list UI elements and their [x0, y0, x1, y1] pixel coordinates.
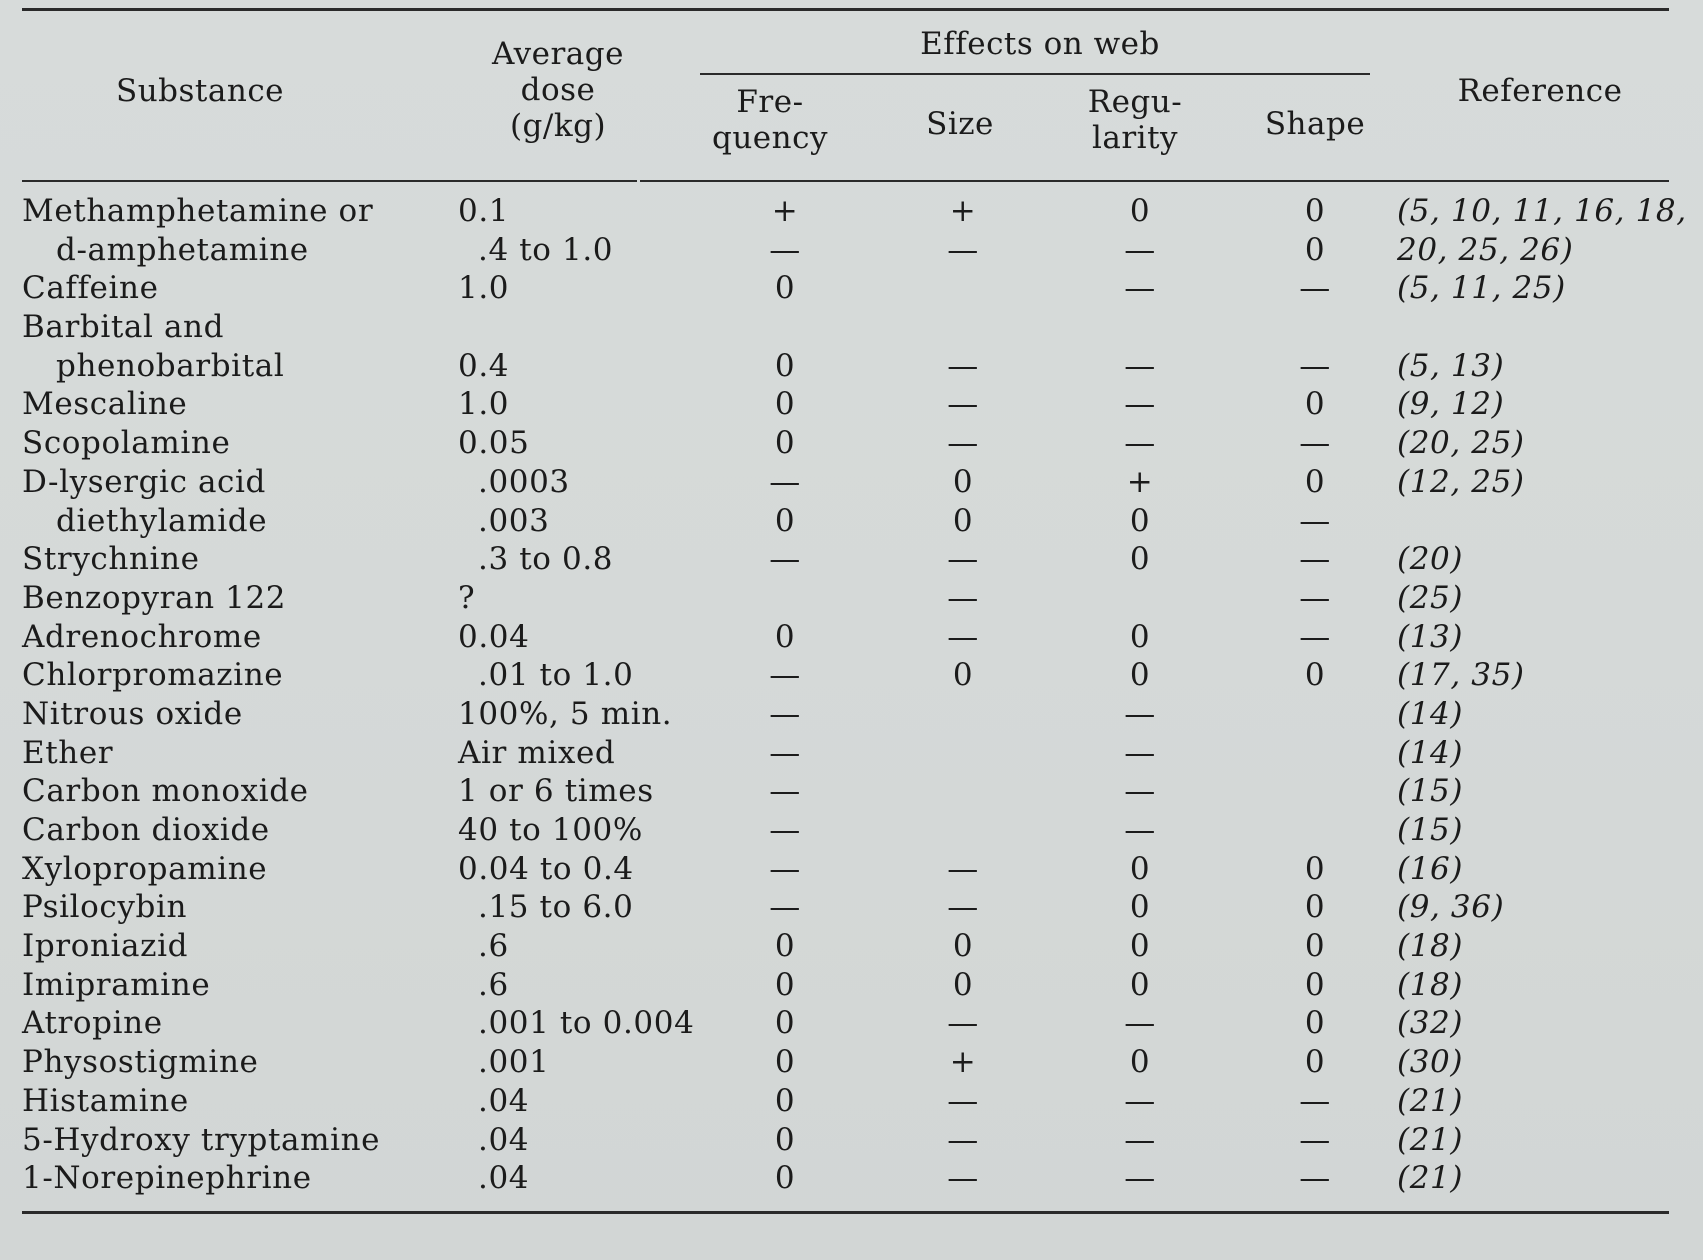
- header-dose-line-1: Average: [492, 36, 624, 72]
- reference-cell: (32): [1397, 1005, 1464, 1042]
- regularity-cell: —: [1124, 773, 1156, 810]
- size-cell: 0: [952, 928, 974, 965]
- header-regularity-line-2: larity: [1091, 120, 1179, 156]
- substance-cell: 1-Norepinephrine: [22, 1160, 312, 1197]
- regularity-cell: 0: [1129, 928, 1151, 965]
- regularity-cell: —: [1124, 425, 1156, 462]
- table-row: [0, 540, 1703, 579]
- dose-cell: 0.04: [458, 618, 530, 655]
- dose-cell: .0003: [478, 463, 570, 500]
- substance-cell: Histamine: [22, 1082, 189, 1119]
- size-cell: —: [947, 618, 979, 655]
- reference-cell: (5, 11, 25): [1397, 270, 1566, 307]
- substance-cell: Barbital and: [22, 309, 225, 346]
- regularity-cell: —: [1124, 1082, 1156, 1119]
- reference-cell: (9, 36): [1397, 889, 1505, 926]
- dose-cell: 0.05: [458, 425, 530, 462]
- header-size: Size: [926, 106, 994, 142]
- header-rule-left: [22, 180, 637, 182]
- shape-cell: 0: [1304, 193, 1326, 229]
- table-row: [0, 1159, 1703, 1198]
- size-cell: +: [949, 193, 977, 229]
- size-cell: 0: [952, 657, 974, 694]
- table-row: [0, 811, 1703, 850]
- table-row: [0, 579, 1703, 618]
- reference-cell: (18): [1397, 928, 1464, 965]
- reference-cell: (30): [1397, 1044, 1464, 1081]
- reference-cell: (14): [1397, 734, 1464, 771]
- table-row: [0, 618, 1703, 657]
- table-row: [0, 888, 1703, 927]
- shape-cell: 0: [1304, 386, 1326, 423]
- substance-cell: Atropine: [22, 1005, 163, 1042]
- shape-cell: 0: [1304, 966, 1326, 1003]
- header-shape: Shape: [1264, 106, 1366, 142]
- dose-cell: 0.1: [458, 193, 510, 229]
- shape-cell: —: [1299, 425, 1331, 462]
- header-rule-right: [640, 180, 1669, 182]
- reference-cell: (17, 35): [1397, 657, 1525, 694]
- reference-cell: 20, 25, 26): [1397, 231, 1574, 268]
- substance-cell: Mescaline: [22, 386, 188, 423]
- header-dose-line-2: dose: [520, 72, 596, 108]
- table-row: [0, 850, 1703, 889]
- table-row: [0, 192, 1703, 231]
- substance-cell: Nitrous oxide: [22, 695, 243, 732]
- table-row: [0, 695, 1703, 734]
- substance-cell: D-lysergic acid: [22, 463, 266, 500]
- shape-cell: —: [1299, 347, 1331, 384]
- reference-cell: (5, 10, 11, 16, 18,: [1397, 193, 1687, 229]
- table-row: [0, 463, 1703, 502]
- size-cell: 0: [952, 502, 974, 539]
- shape-cell: —: [1299, 270, 1331, 307]
- frequency-cell: —: [769, 734, 801, 771]
- table-row: [0, 966, 1703, 1005]
- regularity-cell: 0: [1129, 850, 1151, 887]
- regularity-cell: —: [1124, 1005, 1156, 1042]
- shape-cell: 0: [1304, 231, 1326, 268]
- regularity-cell: —: [1124, 386, 1156, 423]
- table-row: [0, 347, 1703, 386]
- size-cell: —: [947, 1005, 979, 1042]
- frequency-cell: —: [769, 812, 801, 848]
- frequency-cell: 0: [774, 1005, 796, 1042]
- size-cell: —: [947, 1160, 979, 1197]
- size-cell: —: [947, 347, 979, 384]
- frequency-cell: 0: [774, 502, 796, 539]
- substance-cell: Xylopropamine: [22, 850, 268, 887]
- substance-cell: Strychnine: [22, 541, 200, 578]
- reference-cell: (14): [1397, 695, 1464, 732]
- dose-cell: .4 to 1.0: [478, 231, 614, 268]
- dose-cell: .6: [478, 928, 509, 965]
- size-cell: —: [947, 1082, 979, 1119]
- header-dose-line-3: (g/kg): [509, 108, 607, 144]
- header-regularity: [1055, 84, 1215, 156]
- substance-cell: Physostigmine: [22, 1044, 259, 1081]
- regularity-cell: —: [1124, 231, 1156, 268]
- reference-cell: (20, 25): [1397, 425, 1525, 462]
- size-cell: —: [947, 541, 979, 578]
- substance-cell: Methamphetamine or: [22, 193, 374, 229]
- bottom-rule: [22, 1211, 1669, 1214]
- dose-cell: .6: [478, 966, 509, 1003]
- reference-cell: (9, 12): [1397, 386, 1505, 423]
- frequency-cell: 0: [774, 1160, 796, 1197]
- header-frequency-line-1: Fre-: [736, 84, 804, 120]
- shape-cell: —: [1299, 579, 1331, 616]
- table-row: [0, 424, 1703, 463]
- shape-cell: 0: [1304, 1005, 1326, 1042]
- substance-cell: Scopolamine: [22, 425, 231, 462]
- size-cell: —: [947, 579, 979, 616]
- dose-cell: 100%, 5 min.: [458, 695, 673, 732]
- reference-cell: (16): [1397, 850, 1464, 887]
- table-row: [0, 308, 1703, 347]
- table-body: [0, 192, 1703, 1198]
- table-row: [0, 1121, 1703, 1160]
- table-row: [0, 269, 1703, 308]
- shape-cell: —: [1299, 502, 1331, 539]
- dose-cell: 1 or 6 times: [458, 773, 654, 810]
- header-frequency-line-2: quency: [712, 120, 828, 156]
- reference-cell: (25): [1397, 579, 1464, 616]
- shape-cell: —: [1299, 618, 1331, 655]
- frequency-cell: 0: [774, 966, 796, 1003]
- table-row: [0, 385, 1703, 424]
- frequency-cell: 0: [774, 1121, 796, 1158]
- reference-cell: (21): [1397, 1121, 1464, 1158]
- reference-cell: (21): [1397, 1082, 1464, 1119]
- dose-cell: Air mixed: [458, 734, 616, 771]
- frequency-cell: 0: [774, 347, 796, 384]
- frequency-cell: —: [769, 850, 801, 887]
- frequency-cell: —: [769, 541, 801, 578]
- dose-cell: .04: [478, 1121, 530, 1158]
- reference-cell: (12, 25): [1397, 463, 1525, 500]
- dose-cell: .001: [478, 1044, 550, 1081]
- shape-cell: 0: [1304, 889, 1326, 926]
- table-row: [0, 772, 1703, 811]
- regularity-cell: 0: [1129, 502, 1151, 539]
- substance-cell: phenobarbital: [56, 347, 285, 384]
- regularity-cell: 0: [1129, 966, 1151, 1003]
- substance-cell: diethylamide: [56, 502, 268, 539]
- size-cell: —: [947, 231, 979, 268]
- substance-cell: Benzopyran 122: [22, 579, 287, 616]
- top-rule: [22, 8, 1669, 11]
- dose-cell: 1.0: [458, 386, 510, 423]
- reference-cell: (20): [1397, 541, 1464, 578]
- reference-cell: (15): [1397, 812, 1464, 848]
- reference-cell: (13): [1397, 618, 1464, 655]
- effects-rule: [700, 73, 1370, 75]
- regularity-cell: —: [1124, 812, 1156, 848]
- regularity-cell: 0: [1129, 889, 1151, 926]
- substance-cell: Adrenochrome: [22, 618, 262, 655]
- reference-cell: (5, 13): [1397, 347, 1505, 384]
- shape-cell: 0: [1304, 1044, 1326, 1081]
- dose-cell: .15 to 6.0: [478, 889, 634, 926]
- size-cell: —: [947, 386, 979, 423]
- dose-cell: .3 to 0.8: [478, 541, 614, 578]
- shape-cell: —: [1299, 1082, 1331, 1119]
- substance-cell: Iproniazid: [22, 928, 189, 965]
- table-row: [0, 734, 1703, 773]
- frequency-cell: 0: [774, 618, 796, 655]
- header-effects-on-web: Effects on web: [920, 26, 1160, 62]
- frequency-cell: 0: [774, 1082, 796, 1119]
- substance-cell: Carbon monoxide: [22, 773, 309, 810]
- table-row: [0, 1082, 1703, 1121]
- frequency-cell: —: [769, 463, 801, 500]
- frequency-cell: 0: [774, 386, 796, 423]
- substance-cell: d-amphetamine: [56, 231, 309, 268]
- regularity-cell: 0: [1129, 1044, 1151, 1081]
- shape-cell: —: [1299, 1121, 1331, 1158]
- regularity-cell: —: [1124, 270, 1156, 307]
- dose-cell: 1.0: [458, 270, 510, 307]
- regularity-cell: —: [1124, 695, 1156, 732]
- regularity-cell: +: [1126, 463, 1154, 500]
- reference-cell: (15): [1397, 773, 1464, 810]
- table-row: [0, 502, 1703, 541]
- frequency-cell: —: [769, 695, 801, 732]
- table-row: [0, 231, 1703, 270]
- regularity-cell: —: [1124, 1121, 1156, 1158]
- shape-cell: 0: [1304, 928, 1326, 965]
- substance-cell: Caffeine: [22, 270, 159, 307]
- regularity-cell: 0: [1129, 541, 1151, 578]
- header-substance: Substance: [115, 73, 285, 109]
- header-average-dose: [438, 36, 678, 144]
- frequency-cell: 0: [774, 425, 796, 462]
- shape-cell: —: [1299, 541, 1331, 578]
- size-cell: —: [947, 1121, 979, 1158]
- table-row: [0, 656, 1703, 695]
- substance-cell: Carbon dioxide: [22, 812, 270, 848]
- table-row: [0, 1043, 1703, 1082]
- header-frequency: [690, 84, 850, 156]
- dose-cell: .01 to 1.0: [478, 657, 634, 694]
- size-cell: —: [947, 889, 979, 926]
- size-cell: 0: [952, 463, 974, 500]
- substance-cell: Chlorpromazine: [22, 657, 284, 694]
- regularity-cell: 0: [1129, 618, 1151, 655]
- header-reference: Reference: [1457, 73, 1623, 109]
- regularity-cell: —: [1124, 1160, 1156, 1197]
- regularity-cell: 0: [1129, 657, 1151, 694]
- substance-cell: 5-Hydroxy tryptamine: [22, 1121, 381, 1158]
- shape-cell: 0: [1304, 657, 1326, 694]
- dose-cell: 0.04 to 0.4: [458, 850, 634, 887]
- frequency-cell: +: [771, 193, 799, 229]
- dose-cell: .003: [478, 502, 550, 539]
- shape-cell: —: [1299, 1160, 1331, 1197]
- header-regularity-line-1: Regu-: [1087, 84, 1183, 120]
- dose-cell: .04: [478, 1160, 530, 1197]
- substance-cell: Psilocybin: [22, 889, 188, 926]
- dose-cell: 40 to 100%: [458, 812, 643, 848]
- regularity-cell: —: [1124, 734, 1156, 771]
- size-cell: 0: [952, 966, 974, 1003]
- dose-cell: ?: [458, 579, 476, 616]
- frequency-cell: 0: [774, 928, 796, 965]
- substance-cell: Imipramine: [22, 966, 211, 1003]
- size-cell: —: [947, 425, 979, 462]
- dose-cell: .04: [478, 1082, 530, 1119]
- table-row: [0, 927, 1703, 966]
- frequency-cell: —: [769, 889, 801, 926]
- shape-cell: 0: [1304, 850, 1326, 887]
- size-cell: —: [947, 850, 979, 887]
- substance-cell: Ether: [22, 734, 114, 771]
- table-row: [0, 1004, 1703, 1043]
- frequency-cell: —: [769, 657, 801, 694]
- frequency-cell: —: [769, 231, 801, 268]
- reference-cell: (18): [1397, 966, 1464, 1003]
- regularity-cell: —: [1124, 347, 1156, 384]
- frequency-cell: 0: [774, 1044, 796, 1081]
- dose-cell: .001 to 0.004: [478, 1005, 695, 1042]
- shape-cell: 0: [1304, 463, 1326, 500]
- frequency-cell: 0: [774, 270, 796, 307]
- regularity-cell: 0: [1129, 193, 1151, 229]
- reference-cell: (21): [1397, 1160, 1464, 1197]
- size-cell: +: [949, 1044, 977, 1081]
- frequency-cell: —: [769, 773, 801, 810]
- dose-cell: 0.4: [458, 347, 510, 384]
